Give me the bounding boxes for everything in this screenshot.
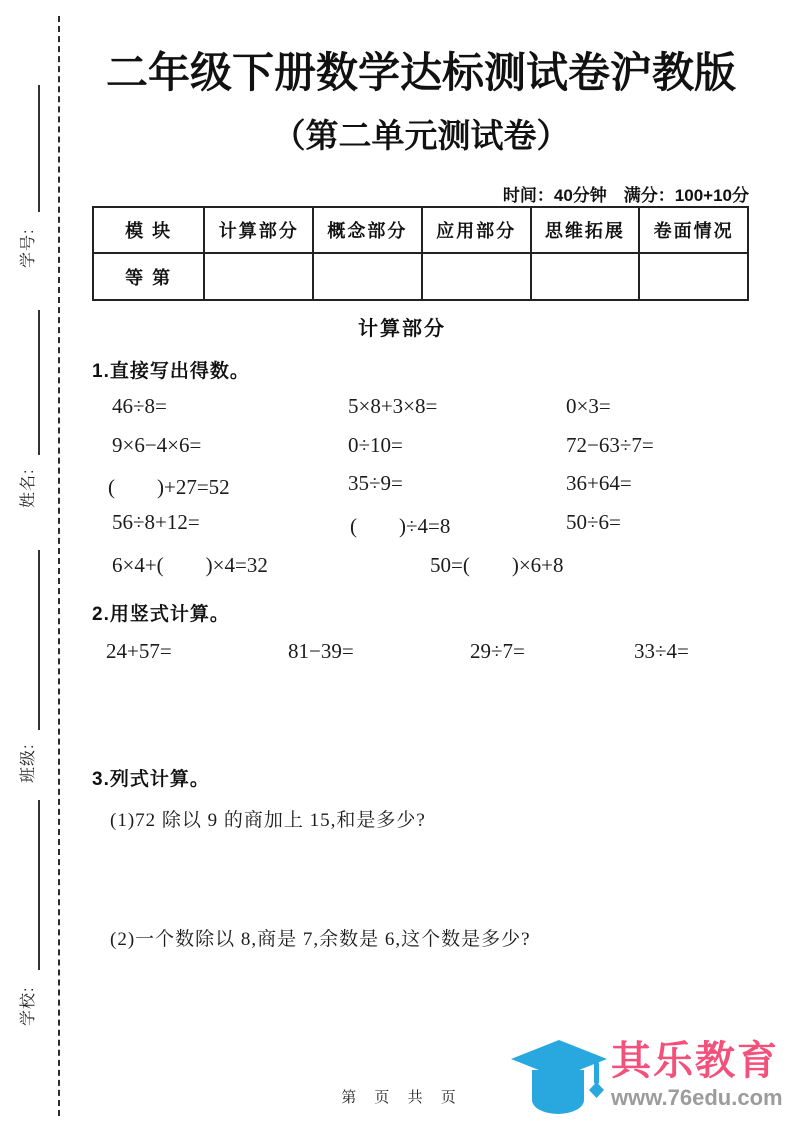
q3-heading: 3.列式计算。: [92, 769, 210, 790]
q1-item: 50=( )×6+8: [430, 553, 564, 577]
score-table-empty-cell: [531, 253, 640, 300]
q1-item: 46÷8=: [112, 394, 167, 418]
score-table-empty-cell: [639, 253, 748, 300]
sidebar-label-school: 学校:: [20, 986, 37, 1026]
brand-url: www.76edu.com: [611, 1085, 783, 1110]
score-table-header-calculation: 计算部分: [204, 207, 313, 253]
student-id-blank-line: [38, 85, 40, 212]
sidebar-label-name: 姓名:: [20, 468, 37, 508]
score-table-header-application: 应用部分: [422, 207, 531, 253]
score-table-header-concept: 概念部分: [313, 207, 422, 253]
name-blank-line: [38, 310, 40, 455]
cut-line-dashed: [58, 16, 60, 1116]
section-title-calculation: 计算部分: [358, 318, 446, 340]
page-number-footer: 第 页 共 页: [341, 1089, 463, 1106]
brand-logo: [505, 1035, 793, 1120]
q1-heading: 1.直接写出得数。: [92, 361, 250, 382]
q2-heading: 2.用竖式计算。: [92, 604, 230, 625]
score-table-header-thinking: 思维拓展: [531, 207, 640, 253]
score-table-empty-cell: [313, 253, 422, 300]
q2-item: 33÷4=: [634, 639, 689, 663]
paper-title: 二年级下册数学达标测试卷沪教版: [105, 49, 736, 96]
q1-item: 6×4+( )×4=32: [112, 553, 268, 577]
q1-item: 56÷8+12=: [112, 510, 200, 534]
q1-item: ( )÷4=8: [350, 514, 451, 538]
q1-item: 35÷9=: [348, 471, 403, 495]
q2-item: 24+57=: [106, 639, 172, 663]
sidebar-label-class: 班级:: [20, 743, 37, 783]
score-table-empty-cell: [422, 253, 531, 300]
time-score-info: 时间：40分钟 满分：100+10分: [502, 186, 749, 205]
score-table-header-module: 模 块: [93, 207, 204, 253]
q1-item: 50÷6=: [566, 510, 621, 534]
q1-item: 72−63÷7=: [566, 433, 654, 457]
q1-item: 9×6−4×6=: [112, 433, 202, 457]
class-blank-line: [38, 550, 40, 730]
q1-item: 5×8+3×8=: [348, 394, 438, 418]
q3-subquestion-1: (1)72 除以 9 的商加上 15,和是多少?: [110, 810, 426, 831]
score-table-empty-cell: [204, 253, 313, 300]
score-table-grade-label: 等 第: [93, 253, 204, 300]
q2-item: 29÷7=: [470, 639, 525, 663]
school-blank-line: [38, 800, 40, 970]
q1-item: 36+64=: [566, 471, 632, 495]
paper-subtitle: （第二单元测试卷）: [272, 117, 570, 154]
q1-item: 0÷10=: [348, 433, 403, 457]
score-table-header-neatness: 卷面情况: [639, 207, 748, 253]
q1-item: ( )+27=52: [108, 475, 230, 499]
q2-item: 81−39=: [288, 639, 354, 663]
score-table: [92, 206, 749, 301]
sidebar-label-student-id: 学号:: [20, 228, 37, 268]
q1-item: 0×3=: [566, 394, 611, 418]
graduation-cap-icon: [510, 1040, 608, 1120]
brand-name: 其乐教育: [611, 1039, 779, 1083]
q3-subquestion-2: (2)一个数除以 8,商是 7,余数是 6,这个数是多少?: [110, 929, 531, 950]
